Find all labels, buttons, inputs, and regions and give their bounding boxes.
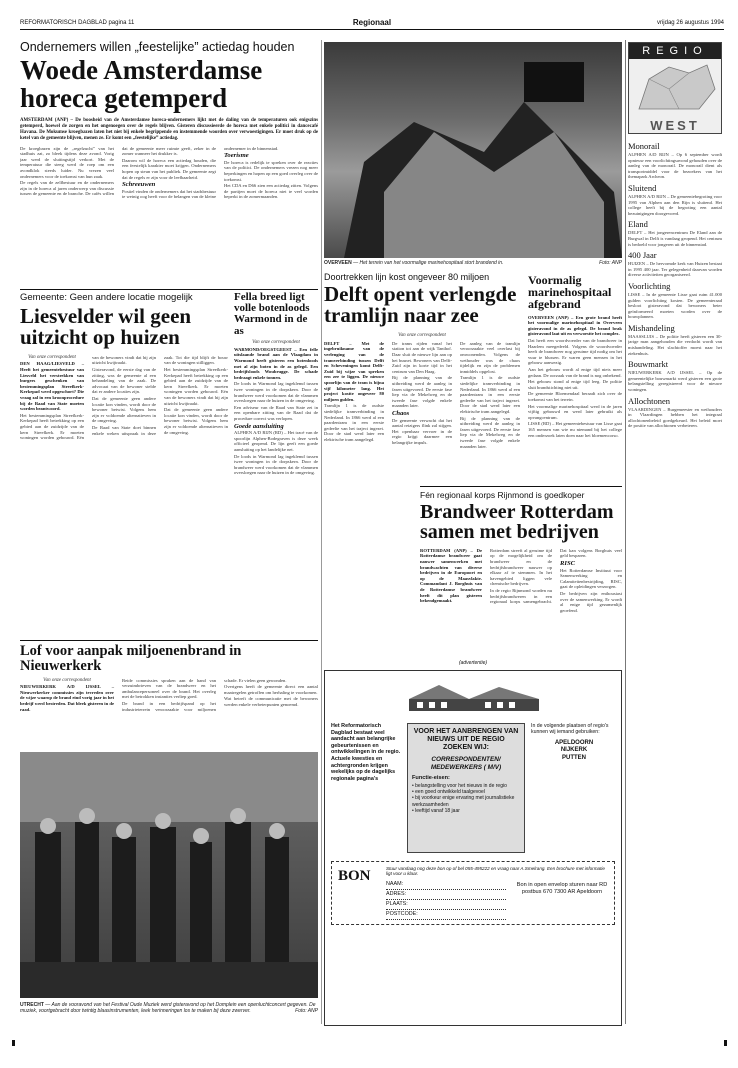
ad-tag: (advertentie) bbox=[458, 660, 488, 666]
map-icon bbox=[629, 59, 721, 113]
article-kicker: Ondernemers willen „feestelijke” actiedag houden bbox=[20, 40, 295, 54]
subheading: Goede aansluiting bbox=[234, 422, 284, 430]
article-body: Van onze correspondent DEN HAAG/LIESVELD – Heeft het gemeentebestuur van Liesveld het verstrekken van burgers geschenken van bestemmingsplan Streefkerk-Kerkepad werd opgeschort? Die vraag zal in een kroonprocedure bij de Raad van State moeten worden beantwoord. Het bestemmingsplan Streefkerk-Kerkepad heeft betrekking op een gebied aan de zuidzijde van de kern Streefkerk. Er moeten woningen worden gebouwd. Eén van de bewoners vindt dat hij zijn uitzicht kwijtraakt. Gisteravond, de eerste dag van de zitting, was de gemeente al een behandeling van de zaak. De advocaat van de bewoner stelde dat er andere locaties zijn. Dat de gemeente geen andere locatie kon vinden, wordt door de bewoner betwist. Volgens hem zijn er voldoende alternatieven in de omgeving. De Raad van State doet binnen enkele weken uitspraak in deze zaak. Tot die tijd blijft de bouw van de woningen stilliggen. Het bestemmingsplan Streefkerk-Kerkepad heeft betrekking op een gebied aan de zuidzijde van de kern Streefkerk. Er moeten woningen worden gebouwd. Eén van de bewoners vindt dat hij zijn uitzicht kwijtraakt. Dat de gemeente geen andere locatie kon vinden, wordt door de bewoner betwist. Volgens hem zijn er voldoende alternatieven in de omgeving. bbox=[20, 354, 228, 441]
subheading: Chaos bbox=[392, 409, 410, 417]
coupon-envelope: Bon in open envelop sturen naar RD postbus 670 7300 AR Apeldoorn bbox=[516, 882, 608, 895]
coupon-title: BON bbox=[338, 868, 371, 884]
sidebar-item: Bouwmarkt NIEUWERKERK A/D IJSSEL – Op de gemeentelijke bouwmarkt werd gisteren een grote belangstelling geregistreerd voor de nieuwe woningen. bbox=[628, 359, 722, 393]
paper-name: REFORMATORISCH DAGBLAD pagina 11 bbox=[20, 20, 135, 26]
column-rule bbox=[321, 40, 322, 1024]
list-item: • leeftijd vanaf 18 jaar bbox=[412, 807, 460, 814]
ad-requirements-label: Functie-eisen: bbox=[412, 775, 450, 781]
article-headline: Brandweer Rotterdam samen met bedrijven bbox=[420, 501, 614, 544]
article-body: De kroegbazen zijn de „regelzucht” van het stadhuis zat, zo bleek tijdens deze avond. Vorig jaar werd de sluitingstijd verkort. Met de temperatuur die steeg werd de roep om een avondklok steeds luider. Nu vrezen veel ondernemers voor de toekomst van hun zaak. De regels van de zelfbestuur en de ondernemers zijn in de horeca al jaren onderwerp van discussie tussen de gemeente en de branche. De cafés willen dat de gemeente meer ruimte geeft, zeker in de zomer wanneer het drukker is. Daarom wil de horeca een actiedag houden, die een feestelijk karakter moet krijgen. Ondernemers hopen op steun van het publiek. De gemeente zegt dat de regels er zijn voor de leefbaarheid. Schreeuwen Postiel vinden de ondernemers dat het stadsbestuur te weinig oog heeft voor de belangen van de kleine ondernemer in de binnenstad. Toerisme De horeca is redelijk te spreken over de reacties van de politici. De ondernemers vrezen nog meer beperkingen en hopen op een goed overleg over de toekomst. Het CDA en D66 zien een actiedag zitten. Volgens de partijen moet de horeca niet te veel worden beperkt in de zomermaanden. bbox=[20, 145, 318, 200]
section-title: Regionaal bbox=[352, 18, 392, 27]
divider bbox=[20, 640, 318, 641]
article-lead: AMSTERDAM (ANP) – De boosheid van de Amsterdamse horeca-ondernemers lijkt met de daling van de temperaturen ook enigszins getemperd, hoewel de zorgen en het ongenoegen over de regels blijven. Gisteren discussieerde de horeca met enkele politici in dancecafé Havana. De Mokumse kroegbazen laten het niet bij enkele begrippende en instemmende woorden over verwoestigingen. Er moet druk op de ketel van de gemeente blijven, menen ze. Er komt een „feestelijke” actiedag. bbox=[20, 118, 318, 141]
coupon-field-address[interactable]: ADRES: bbox=[386, 890, 506, 900]
sidebar-item: Monorail ALPHEN A/D RIJN – Op 6 september wordt opnieuw een voorlichtingsavond gehouden over de aanleg van de monorail. De monorail dient als transportmiddel voor de bezoekers van het themapark Archeon. bbox=[628, 141, 722, 180]
ad-title: VOOR HET AANBRENGEN VAN NIEUWS UIT DE REGIO ZOEKEN WIJ: bbox=[413, 728, 519, 751]
concert-photo bbox=[20, 752, 318, 998]
concert-photo-image bbox=[20, 752, 318, 998]
page-header bbox=[20, 18, 724, 30]
list-item: • belangstelling voor het nieuws in de regio bbox=[412, 783, 507, 789]
list-item: • bij voorkeur enige ervaring met journalistieke werkzaamheden bbox=[412, 795, 515, 808]
sidebar-item: Sluitend ALPHEN A/D RIJN – De gemeentebegroting voor 1995 van Alphen aan den Rijn is sluitend. Het college heeft bij de begroting een aantal bezuinigingen doorgevoerd. bbox=[628, 182, 722, 216]
ad-vacancy bbox=[407, 723, 525, 853]
list-item: PUTTEN bbox=[562, 754, 586, 761]
coupon-field-city[interactable]: PLAATS: bbox=[386, 900, 506, 910]
building-logo-icon bbox=[399, 681, 549, 715]
registration-mark bbox=[724, 1040, 727, 1046]
article-kicker: Gemeente: Geen andere locatie mogelijk bbox=[20, 292, 193, 303]
ad-intro: Het Reformatorisch Dagblad bestaat veel aandacht aan belangrijke gebeurtenissen en ontwikkelingen in de regio. Actuele kwesties en achtergronden krijgen wekelijks op de dagelijks regionale pagina's bbox=[331, 723, 401, 782]
sidebar-item: Voorlichting LISSE – In de gemeente Lisse gaat ruim 41.000 gulden voorlichting kosten. De gemeenteraad besloot gisteravond dat bewoners beter geïnformeerd moeten worden over de bouwplannen. bbox=[628, 280, 722, 320]
coupon-field-postcode[interactable]: POSTCODE: bbox=[386, 910, 506, 920]
article-marinehospitaal bbox=[528, 274, 622, 470]
byline: Van onze correspondent bbox=[252, 339, 300, 345]
divider bbox=[20, 289, 318, 290]
subheading: RISC bbox=[560, 559, 576, 567]
coupon-field-name[interactable]: NAAM: bbox=[386, 880, 506, 890]
list-item: • een goed ontwikkeld taalgevoel bbox=[412, 789, 485, 796]
list-item: APELDOORN bbox=[554, 739, 594, 746]
article-brandweer bbox=[420, 490, 622, 648]
article-headline: Lof voor aanpak miljoenenbrand in Nieuwerkerk bbox=[20, 644, 242, 674]
article-body: ROTTERDAM (ANP) – De Rotterdamse brandweer gaat nauwer samenwerken met brandwachten van diverse bedrijven in de Europoort en op de Maasvlakte. Commandant J. Borghuis van de Rotterdamse brandweer heeft dit plan gisteren bekendgemaakt. Rotterdam streeft al geruime tijd op de mogelijkheid om de brandweer en de bedrijfsbrandweer nauwer op elkaar af te stemmen. In het havengebied liggen vele chemische bedrijven. In de regio Rijnmond worden nu bedrijfsbrandweren in een regionaal korps samengebracht. Dat kan volgens Borghuis veel geld besparen. RISC Het Rotterdamse Instituut voor Samenwerking en Calamiteitenbestrijding, RISC, gaat de opleidingen verzorgen. De bedrijven zijn enthousiast over de samenwerking. Er wordt al enige tijd gezamenlijk geoefend. bbox=[420, 547, 622, 613]
article-headline: Fella breed ligt volle botenloods Warmond in de as bbox=[234, 292, 310, 337]
sidebar-item: Allochtonen VLAARDINGEN – Burgemeester en wethouders in Vlaardingen hebben het integraal allochtonenbeleid goedgekeurd. Het beleid moet de positie van allochtonen verbeteren. bbox=[628, 395, 722, 429]
article-body: WARMOND/OEGSTGEEST – Een felle uitslaande brand aan de Vlaagdam in Warmond heeft gisteren een botenloods met al zijn boten in de as gelegd. Een bedrijfsloods Woubrugge. De schade bedraagt enkele tonnen. De loods in Warmond lag ingeklemd tussen twee woningen in de dorpskern. Door de brandweer werd voorkomen dat de vlammen oversloegen naar de huizen in de omgeving. Een adviseur van de Raad van State zei in een openbare zitting van de Raad dat de procedure correct was verlopen. Goede aansluiting ALPHEN A/D RIJN (RD) – Het tracé van de spoorlijn Alphen-Bodegraven is deze week officieel geopend. De lijn geeft een goede aansluiting op het landelijke net. De loods in Warmond lag ingeklemd tussen twee woningen in de dorpskern. Door de brandweer werd voorkomen dat de vlammen oversloegen naar de huizen in de omgeving. bbox=[234, 346, 318, 476]
byline: Van onze correspondent bbox=[398, 332, 446, 338]
article-body: Van onze correspondent NIEUWERKERK A/D IJSSEL – Nieuwerkerker commissies zijn tevreden over de wijze waarop de brand eind vorig jaar in het bedrijf werd bestreden. Dat bleek gisteren in de raad. Beide commissies spraken aan de hand van verzuimbrieven van de brandweer en het ambulancepersoneel over de brand. Het overleg met de betrokken instanties verliep goed. De brand in een bedrijfspand op het industrieterrein veroorzaakte voor miljoenen schade. Er vielen geen gewonden. Overigens heeft de gemeente direct een aantal maatregelen getroffen om herhaling te voorkomen. Wat betreft de communicatie met de bewoners werden enkele verbeterpunten genoemd. bbox=[20, 677, 318, 712]
article-liesveld bbox=[20, 292, 228, 612]
subheading: Schreeuwen bbox=[122, 181, 156, 189]
sidebar-item: Eland DELFT – Het jongerencentrum De Eland aan de Burgwal in Delft is vandaag geopend. Het centrum is bedoeld voor jongeren uit de binnenstad. bbox=[628, 219, 722, 247]
article-headline: Liesvelder wil geen uitzicht op huizen bbox=[20, 304, 192, 350]
photo-caption: OVERVEEN — Het terrein van het voormalige marinehospitaal stort brandend in. Foto: ANP bbox=[324, 260, 622, 266]
subheading: Toerisme bbox=[224, 152, 249, 160]
fire-photo-image bbox=[324, 42, 622, 258]
regio-banner bbox=[628, 42, 722, 134]
ad-bullets bbox=[412, 783, 520, 814]
coupon-fields bbox=[386, 880, 506, 920]
regio-banner-subtitle: WEST bbox=[650, 118, 700, 133]
article-kicker: Fén regionaal korps Rijnmond is goedkoper bbox=[420, 490, 585, 500]
article-nieuwerkerk bbox=[20, 644, 318, 744]
article-body: DELFT – Met de ingebruikname van de verlenging van de tramverbinding tussen Delft en Scheveningen komt Delft-Zuid bij wijze van spreken een zee te liggen. De nieuwe spoorlijn van de tram is bijna vijf kilometer lang. Het project kostte ongeveer 80 miljoen gulden. Tramlijn 1 is de oudste stedelijke tramverbinding in Nederland. In 1866 werd al een paardentram in een eerste gedeelte van het traject ingezet. Door de stad werd later een elektrische tram aangelegd. De trams rijden vanaf het station tot aan de wijk Tanthof. Daar sluit de nieuwe lijn aan op het busnet. Bewoners van Delft-Zuid zijn in korte tijd in het centrum van Den Haag. Bij de planning van de uitbreiding werd de aanleg in fasen uitgevoerd. De eerste fase liep via de Mekelweg en de tweede fase volgde enkele maanden later. Chaos De gemeente verwacht dat het aantal reizigers flink zal stijgen. Het openbaar vervoer in de regio krijgt daarmee een belangrijke impuls. De aanleg van de tramlijn veroorzaakte veel overlast bij omwonenden. Volgens de wethouder was de chaos tijdelijk en zijn de problemen inmiddels opgelost. Tramlijn 1 is de oudste stedelijke tramverbinding in Nederland. In 1866 werd al een paardentram in een eerste gedeelte van het traject ingezet. Door de stad werd later een elektrische tram aangelegd. Bij de planning van de uitbreiding werd de aanleg in fasen uitgevoerd. De eerste fase liep via de Mekelweg en de tweede fase volgde enkele maanden later. bbox=[324, 340, 520, 449]
list-item: NIJKERK bbox=[560, 747, 588, 754]
article-kicker: Doortrekken lijn kost ongeveer 80 miljoen bbox=[324, 272, 490, 282]
article-headline: Delft opent verlengde tramlijn naar zee bbox=[324, 282, 517, 328]
fire-photo bbox=[324, 42, 622, 258]
article-headline: Voormalig marinehospitaal afgebrand bbox=[528, 274, 612, 312]
article-horeca bbox=[20, 40, 318, 278]
ad-locations: In de volgende plaatsen of regio's kunnen wij iemand gebruiken: APELDOORN NIJKERK PUTTEN bbox=[531, 723, 617, 803]
page-date: vrijdag 26 augustus 1994 bbox=[656, 20, 724, 26]
coupon-text: Stuur vandaag nog deze bon op of bel 055-495222 en vraag naar A.Smelrang. Een brochure met informatie ligt voor u klaar. bbox=[386, 866, 605, 877]
registration-mark bbox=[12, 1040, 15, 1046]
advertisement bbox=[324, 670, 622, 1026]
divider bbox=[420, 486, 622, 487]
column-rule bbox=[625, 40, 626, 1024]
ad-role: CORRESPONDENTEN/ MEDEWERKERS ( M/V) bbox=[430, 756, 502, 771]
sidebar-item: Mishandeling MAASSLUIS – De politie heeft gisteren een 30-jarige man aangehouden die verdacht wordt van mishandeling. Het slachtoffer moest naar het ziekenhuis. bbox=[628, 322, 722, 356]
article-body: OVERVEEN (ANP) – Een grote brand heeft het voormalige marinehospitaal in Overveen gisteravond in de as gelegd. De brand brak gisteravond laat uit en verwoestte het complex. Dat heeft een woordvoerder van de brandweer in Haarlem meegedeeld. Volgens de woordvoerder heeft de brandweer nog geruime tijd nodig om het vuur te blussen. Er waren geen mensen in het gebouw aanwezig. Aan het gebouw wordt al enige tijd niets meer gedaan. De oorzaak van de brand is nog onbekend. Het gebouw stond al enige tijd leeg. De politie sluit brandstichting niet uit. De gemeente Bloemendaal beraadt zich over de toekomst van het terrein. Het voormalige marinehospitaal werd in de jaren vijftig gebouwd en werd later gebruikt als opvangcentrum. LISSE (RD) – Het gemeentebestuur van Lisse gaat 165 mensen van wie nu niemand bij het college een onderzoek laten doen naar het bloemencorso. bbox=[528, 314, 622, 438]
photo-caption: UTRECHT — Aan de vooravond van het Festival Oude Muziek werd gisteravond op het Domplein een openluchtconcert gegeven. De muziek, voortgebracht door twintig blaasinstrumenten, leek herinneringen los te maken bij deze zwerver. Foto: ANP bbox=[20, 1002, 318, 1014]
article-warmond bbox=[234, 292, 318, 612]
coupon bbox=[331, 861, 615, 925]
regio-sidebar bbox=[628, 138, 722, 1022]
sidebar-item: 400 Jaar HUIZEN – De hervormde kerk van Huizen bestaat in 1995 400 jaar. Ter gelegenheid daarvan worden diverse activiteiten georganiseerd. bbox=[628, 250, 722, 278]
regio-banner-title: REGIO bbox=[629, 43, 721, 59]
article-headline: Woede Amsterdamse horeca getemperd bbox=[20, 55, 263, 113]
